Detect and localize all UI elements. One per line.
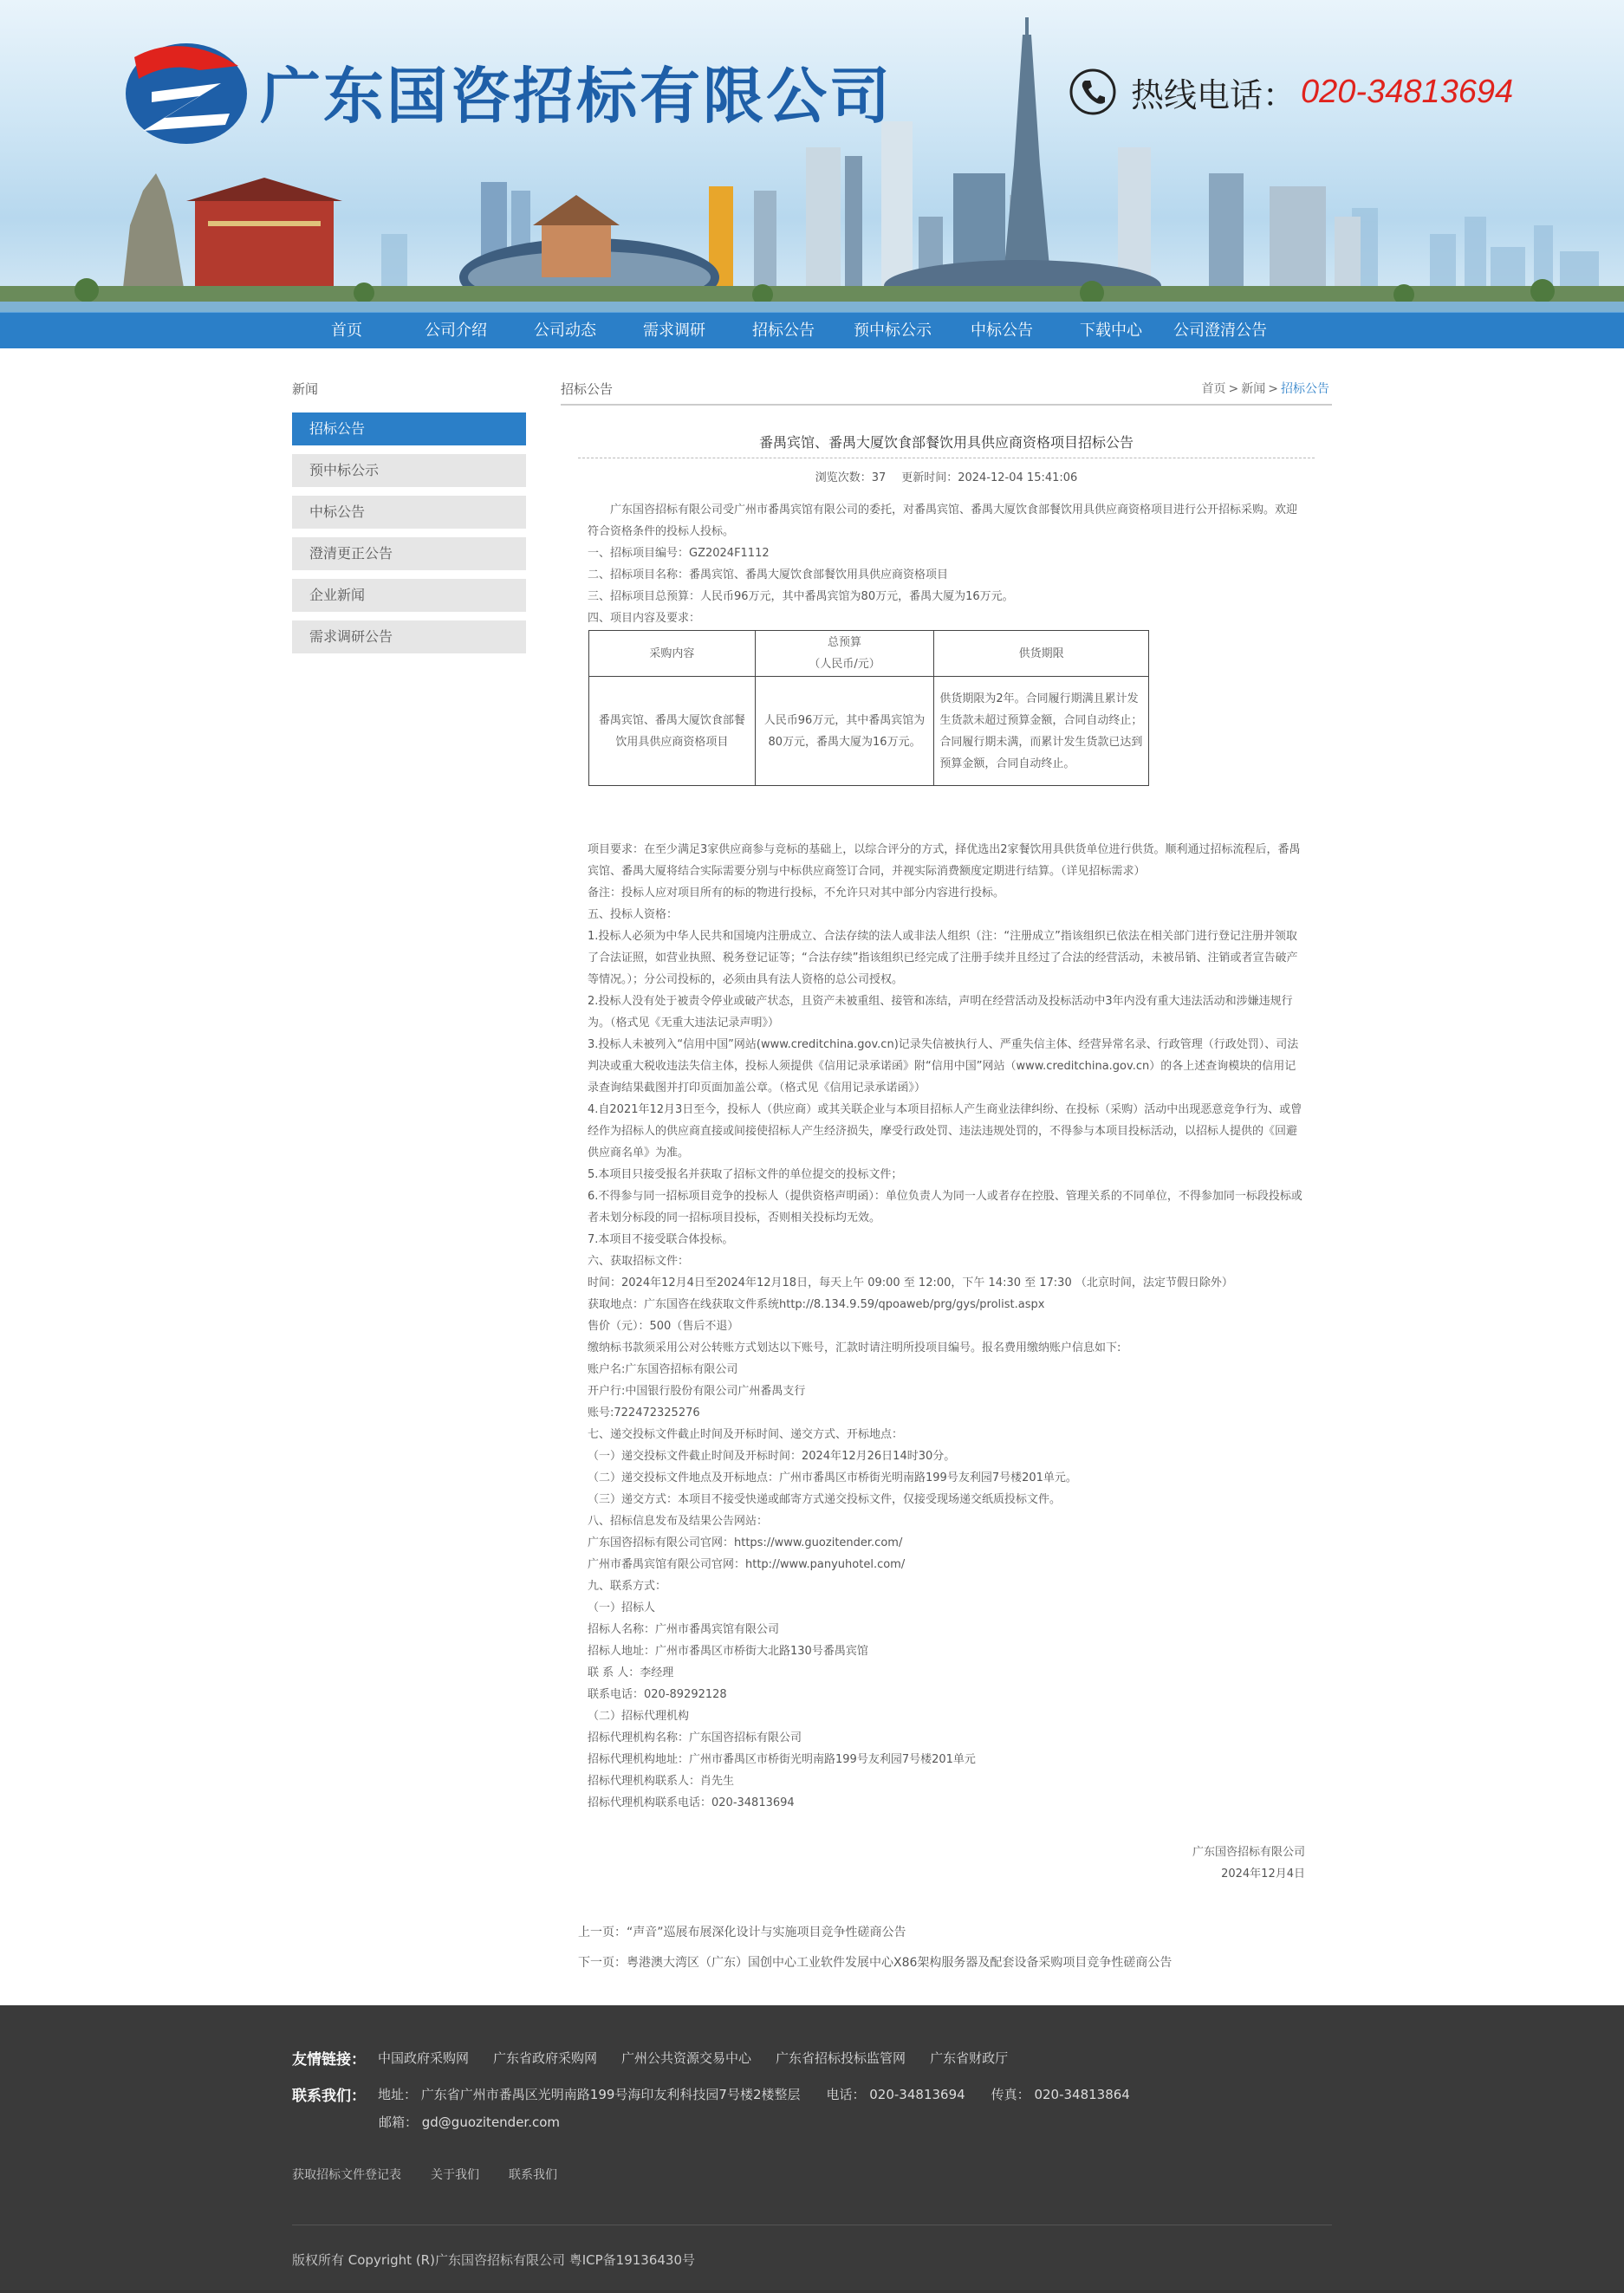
sidebar-item-research-notice[interactable]: 需求调研公告 — [292, 620, 526, 653]
article-paragraph: 广州市番禺宾馆有限公司官网：http://www.panyuhotel.com/ — [588, 1558, 906, 1571]
header-banner — [0, 0, 1624, 312]
article-paragraph: 3.投标人未被列入“信用中国”网站(www.creditchina.gov.cn)记录失信被执行人、严重失信主体、经营异常名录、行政管理（行政处罚）、司法判决或重大税收违法失信主体，投标人须提供《信用记录承诺函》附“信用中国”网站（www.creditchina.gov.cn）的各上述查询模块的信用记录查询结果截图并打印页面加盖公章。（格式见《信用记录承诺函》） — [588, 1038, 1299, 1095]
sidebar-item-tender-notice[interactable]: 招标公告 — [292, 412, 526, 445]
hotline-number: 020-34813694 — [1301, 73, 1514, 110]
article-paragraph: 5.本项目只接受报名并获取了招标文件的单位提交的投标文件； — [588, 1168, 903, 1181]
footer-phone: 电话： 020-34813694 — [826, 2087, 965, 2102]
next-link-row — [578, 1948, 1172, 1978]
sidebar-title: 新闻 — [292, 381, 319, 397]
article-paragraph: 联系电话：020-89292128 — [588, 1688, 727, 1701]
footer-address: 地址： 广东省广州市番禺区光明南路199号海印友利科技园7号楼2楼整层 — [378, 2087, 801, 2102]
sidebar-item-company-news[interactable]: 企业新闻 — [292, 579, 526, 612]
nav-download[interactable]: 下载中心 — [1080, 322, 1142, 340]
footer-links-label: 友情链接： — [292, 2051, 366, 2069]
next-label: 下一页： — [578, 1956, 627, 1970]
signature-org: 广东国咨招标有限公司 — [1192, 1846, 1305, 1859]
article-signature — [1040, 1842, 1305, 1885]
footer-link-registration-form[interactable]: 获取招标文件登记表 — [292, 2168, 401, 2182]
table-cell-budget: 人民币96万元，其中番禺宾馆为80万元，番禺大厦为16万元。 — [755, 677, 934, 786]
prev-article-link[interactable]: “声音”巡展布展深化设计与实施项目竞争性磋商公告 — [627, 1926, 906, 1939]
article-paragraph: 七、递交投标文件截止时间及开标时间、递交方式、开标地点： — [588, 1428, 904, 1441]
sidebar-item-clarification[interactable]: 澄清更正公告 — [292, 537, 526, 570]
table-row — [589, 677, 1149, 786]
footer-link-tender-supervision[interactable]: 广东省招标投标监管网 — [776, 2050, 906, 2066]
prev-next-links — [578, 1918, 1172, 1978]
footer-link-ccgp[interactable]: 中国政府采购网 — [378, 2050, 470, 2066]
prev-link-row — [578, 1918, 1172, 1948]
phone-icon — [1069, 68, 1117, 116]
nav-home[interactable]: 首页 — [331, 322, 362, 340]
article-paragraph: 6.不得参与同一招标项目竞争的投标人（提供资格声明函）：单位负责人为同一人或者存在控股、管理关系的不同单位，不得参加同一标段投标或者未划分标段的同一招标项目投标，否则相关投标均无效。 — [588, 1190, 1302, 1224]
nav-demand-research[interactable]: 需求调研 — [643, 322, 705, 340]
table-header-period: 供货期限 — [934, 631, 1149, 677]
signature-date: 2024年12月4日 — [1221, 1868, 1305, 1881]
article-line: 二、招标项目名称：番禺宾馆、番禺大厦饮食部餐饮用具供应商资格项目 — [588, 568, 949, 581]
footer-link-finance[interactable]: 广东省财政厅 — [930, 2050, 1009, 2066]
article-paragraph: （二）招标代理机构 — [588, 1710, 690, 1723]
article-paragraph: 获取地点：广东国咨在线获取文件系统http://8.134.9.59/qpoaweb/prg/gys/prolist.aspx — [588, 1298, 1045, 1311]
prev-label: 上一页： — [578, 1926, 627, 1939]
footer-contact-row — [292, 2083, 1156, 2105]
article-paragraph: 时间：2024年12月4日至2024年12月18日，每天上午 09:00 至 12:00，下午 14:30 至 17:30 （北京时间，法定节假日除外） — [588, 1276, 1233, 1289]
table-header-budget: 总预算 （人民币/元） — [755, 631, 934, 677]
article-paragraph: 八、招标信息发布及结果公告网站： — [588, 1515, 769, 1528]
update-time: 更新时间：2024-12-04 15:41:06 — [901, 471, 1078, 484]
article-paragraph: （一）递交投标文件截止时间及开标时间：2024年12月26日14时30分。 — [588, 1450, 956, 1463]
article-line: 三、招标项目总预算：人民币96万元，其中番禺宾馆为80万元，番禺大厦为16万元。 — [588, 590, 1014, 603]
sidebar-item-pre-award[interactable]: 预中标公示 — [292, 454, 526, 487]
table-cell-content: 番禺宾馆、番禺大厦饮食部餐饮用具供应商资格项目 — [589, 677, 756, 786]
article-line: 四、项目内容及要求： — [588, 612, 701, 625]
article-paragraph: 五、投标人资格： — [588, 908, 679, 921]
article-paragraph: 1.投标人必须为中华人民共和国境内注册成立、合法存续的法人或非法人组织（注：“注册成立”指该组织已依法在相关部门进行登记注册并领取了合法证照，如营业执照、税务登记证等；“合法存续”指该组织已经完成了注册手续并且经过了合法的经营活动，未被吊销、注销或者宣告破产等情况。）；分公司投标的，必须由具有法人资格的总公司授权。 — [588, 930, 1298, 986]
article-paragraph: 缴纳标书款须采用公对公转账方式划达以下账号，汇款时请注明所投项目编号。报名费用缴纳账户信息如下: — [588, 1341, 1121, 1354]
table-header-content: 采购内容 — [589, 631, 756, 677]
article-paragraph: 开户行:中国银行股份有限公司广州番禺支行 — [588, 1385, 806, 1398]
nav-company-news[interactable]: 公司动态 — [534, 322, 596, 340]
sidebar-item-award-notice[interactable]: 中标公告 — [292, 496, 526, 529]
article-paragraph: 招标代理机构地址：广州市番禺区市桥街光明南路199号友利园7号楼201单元 — [588, 1753, 976, 1766]
footer-link-about[interactable]: 关于我们 — [431, 2168, 479, 2182]
article-paragraph: 招标代理机构名称：广东国咨招标有限公司 — [588, 1731, 802, 1744]
breadcrumb: 首页 > 新闻 > 招标公告 — [1201, 382, 1329, 396]
article-meta — [578, 468, 1315, 484]
nav-pre-award[interactable]: 预中标公示 — [854, 322, 932, 340]
article-body — [588, 817, 1307, 1814]
article-paragraph: 售价（元）：500（售后不退） — [588, 1320, 739, 1333]
company-logo — [117, 31, 256, 148]
article-paragraph: 招标代理机构联系电话：020-34813694 — [588, 1796, 795, 1809]
article-paragraph: 备注：投标人应对项目所有的标的物进行投标，不允许只对其中部分内容进行投标。 — [588, 887, 1005, 900]
article-paragraph: 六、获取招标文件： — [588, 1255, 690, 1268]
article-paragraph: （二）递交投标文件地点及开标地点：广州市番禺区市桥街光明南路199号友利园7号楼201单元。 — [588, 1471, 1077, 1484]
nav-about[interactable]: 公司介绍 — [425, 322, 487, 340]
table-header-row — [589, 631, 1149, 677]
footer-links-row — [292, 2047, 1032, 2069]
article-paragraph: 7.本项目不接受联合体投标。 — [588, 1233, 734, 1246]
footer-link-gzggzy[interactable]: 广州公共资源交易中心 — [621, 2050, 752, 2066]
article-paragraph: 4.自2021年12月3日至今，投标人（供应商）或其关联企业与本项目招标人产生商业法律纠纷、在投标（采购）活动中出现恶意竞争行为、或曾经作为招标人的供应商直接或间接使招标人产生经济损失，摩受行政处罚、违法违规处罚的，不得参与本项目投标活动，以招标人提供的《回避供应商名单》为准。 — [588, 1103, 1302, 1159]
footer-link-contact[interactable]: 联系我们 — [509, 2168, 557, 2182]
article-paragraph — [588, 817, 1307, 839]
article-paragraph: 账号:722472325276 — [588, 1406, 700, 1419]
article-paragraph: 项目要求：在至少满足3家供应商参与竞标的基础上，以综合评分的方式，择优选出2家餐饮用具供货单位进行供货。顺利通过招标流程后，番禺宾馆、番禺大厦将结合实际需要分别与中标供应商签订合同，并视实际消费额度定期进行结算。（详见招标需求） — [588, 843, 1301, 878]
hotline-label: 热线电话： — [1131, 75, 1296, 114]
footer-email-row — [379, 2113, 586, 2131]
footer-bottom-links — [292, 2166, 587, 2183]
breadcrumb-current[interactable]: 招标公告 — [1281, 382, 1329, 396]
sidebar-menu — [292, 412, 526, 662]
content-category: 招标公告 — [561, 381, 614, 397]
view-count: 浏览次数：37 — [815, 471, 887, 484]
copyright: 版权所有 Copyright (R)广东国咨招标有限公司 粤ICP备19136430号 — [292, 2252, 696, 2268]
hotline — [1069, 66, 1513, 118]
content-header — [561, 380, 1332, 406]
article-paragraph: （三）递交方式：本项目不接受快递或邮寄方式递交投标文件，仅接受现场递交纸质投标文件。 — [588, 1493, 1062, 1506]
article-paragraph: 九、联系方式： — [588, 1580, 667, 1593]
footer-fax: 传真： 020-34813864 — [991, 2087, 1130, 2102]
breadcrumb-news[interactable]: 新闻 — [1241, 382, 1266, 396]
article-paragraph: （一）招标人 — [588, 1601, 656, 1614]
nav-award-notice[interactable]: 中标公告 — [971, 322, 1033, 340]
article-line: 一、招标项目编号：GZ2024F1112 — [588, 547, 770, 560]
footer-contact-label: 联系我们： — [292, 2088, 366, 2105]
article-paragraph: 招标代理机构联系人：肖先生 — [588, 1775, 735, 1788]
article-paragraph: 广东国咨招标有限公司官网：https://www.guozitender.com/ — [588, 1536, 903, 1549]
article-paragraph: 账户名:广东国咨招标有限公司 — [588, 1363, 738, 1376]
breadcrumb-home[interactable]: 首页 — [1201, 382, 1226, 396]
article-paragraph: 招标人地址：广州市番禺区市桥街大北路130号番禺宾馆 — [588, 1645, 868, 1658]
company-name: 广东国咨招标有限公司 — [260, 61, 893, 132]
article-intro: 广东国咨招标有限公司受广州市番禺宾馆有限公司的委托，对番禺宾馆、番禺大厦饮食部餐饮用具供应商资格项目进行公开招标采购。欢迎符合资格条件的投标人投标。 — [588, 503, 1298, 538]
main-nav — [0, 312, 1624, 348]
article-paragraph: 2.投标人没有处于被责令停业或破产状态，且资产未被重组、接管和冻结，声明在经营活动及投标活动中3年内没有重大违法活动和涉嫌违规行为。（格式见《无重大违法记录声明》） — [588, 995, 1293, 1030]
table-cell-period: 供货期限为2年。合同履行期满且累计发生货款未超过预算金额，合同自动终止；合同履行期未满，而累计发生货款已达到预算金额，合同自动终止。 — [934, 677, 1149, 786]
footer-email: 邮箱： gd@guozitender.com — [379, 2114, 561, 2130]
requirements-table — [588, 630, 1149, 786]
nav-tender-notice[interactable]: 招标公告 — [752, 322, 815, 340]
footer-link-gdgpo[interactable]: 广东省政府采购网 — [493, 2050, 598, 2066]
article-paragraph: 招标人名称：广州市番禺宾馆有限公司 — [588, 1623, 780, 1636]
nav-clarification[interactable]: 公司澄清公告 — [1173, 322, 1267, 340]
article-title: 番禺宾馆、番禺大厦饮食部餐饮用具供应商资格项目招标公告 — [758, 434, 1134, 451]
article-items — [588, 542, 1307, 629]
article-paragraph: 联 系 人：李经理 — [588, 1666, 674, 1679]
next-article-link[interactable]: 粤港澳大湾区（广东）国创中心工业软件发展中心X86架构服务器及配套设备采购项目竞争性磋商公告 — [627, 1956, 1173, 1970]
